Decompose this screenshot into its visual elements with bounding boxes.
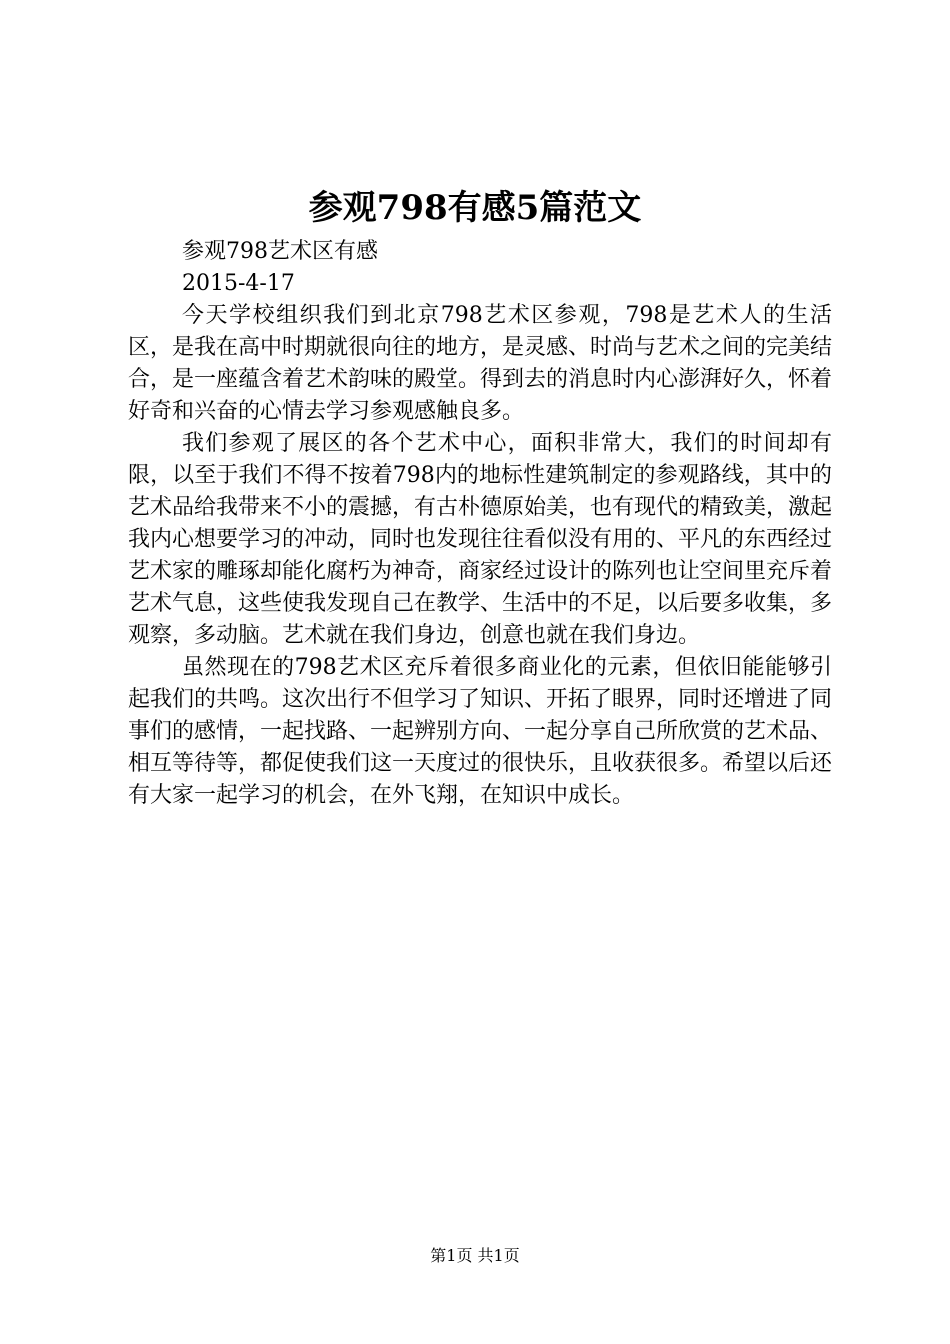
paragraph-3: 虽然现在的798艺术区充斥着很多商业化的元素，但依旧能能够引起我们的共鸣。这次出行不但学习了知识、开拓了眼界，同时还增进了同事们的感情，一起找路、一起辨别方向、一起分享自己所欣赏的艺术品、相互等待等，都促使我们这一天度过的很快乐，且收获很多。希望以后还有大家一起学习的机会，在外飞翔，在知识中成长。 xyxy=(128,655,833,808)
page-footer: 第1页 共1页 xyxy=(430,1246,520,1265)
paragraph-2: 我们参观了展区的各个艺术中心，面积非常大，我们的时间却有限，以至于我们不得不按着798内的地标性建筑制定的参观路线，其中的艺术品给我带来不小的震撼，有古朴德原始美，也有现代的精致美，激起我内心想要学习的冲动，同时也发现往往看似没有用的、平凡的东西经过艺术家的雕琢却能化腐朽为神奇，商家经过设计的陈列也让空间里充斥着艺术气息，这些使我发现自己在教学、生活中的不足，以后要多收集，多观察，多动脑。艺术就在我们身边，创意也就在我们身边。 xyxy=(128,431,833,648)
paragraph-1: 今天学校组织我们到北京798艺术区参观，798是艺术人的生活区，是我在高中时期就很向往的地方，是灵感、时尚与艺术之间的完美结合，是一座蕴含着艺术韵味的殿堂。得到去的消息时内心澎湃好久，怀着好奇和兴奋的心情去学习参观感触良多。 xyxy=(128,303,833,424)
document-body xyxy=(128,236,832,812)
document-subtitle: 参观798艺术区有感 xyxy=(182,239,378,264)
document-title: 参观798有感5篇范文 xyxy=(308,188,642,228)
document-date: 2015-4-17 xyxy=(182,271,295,296)
